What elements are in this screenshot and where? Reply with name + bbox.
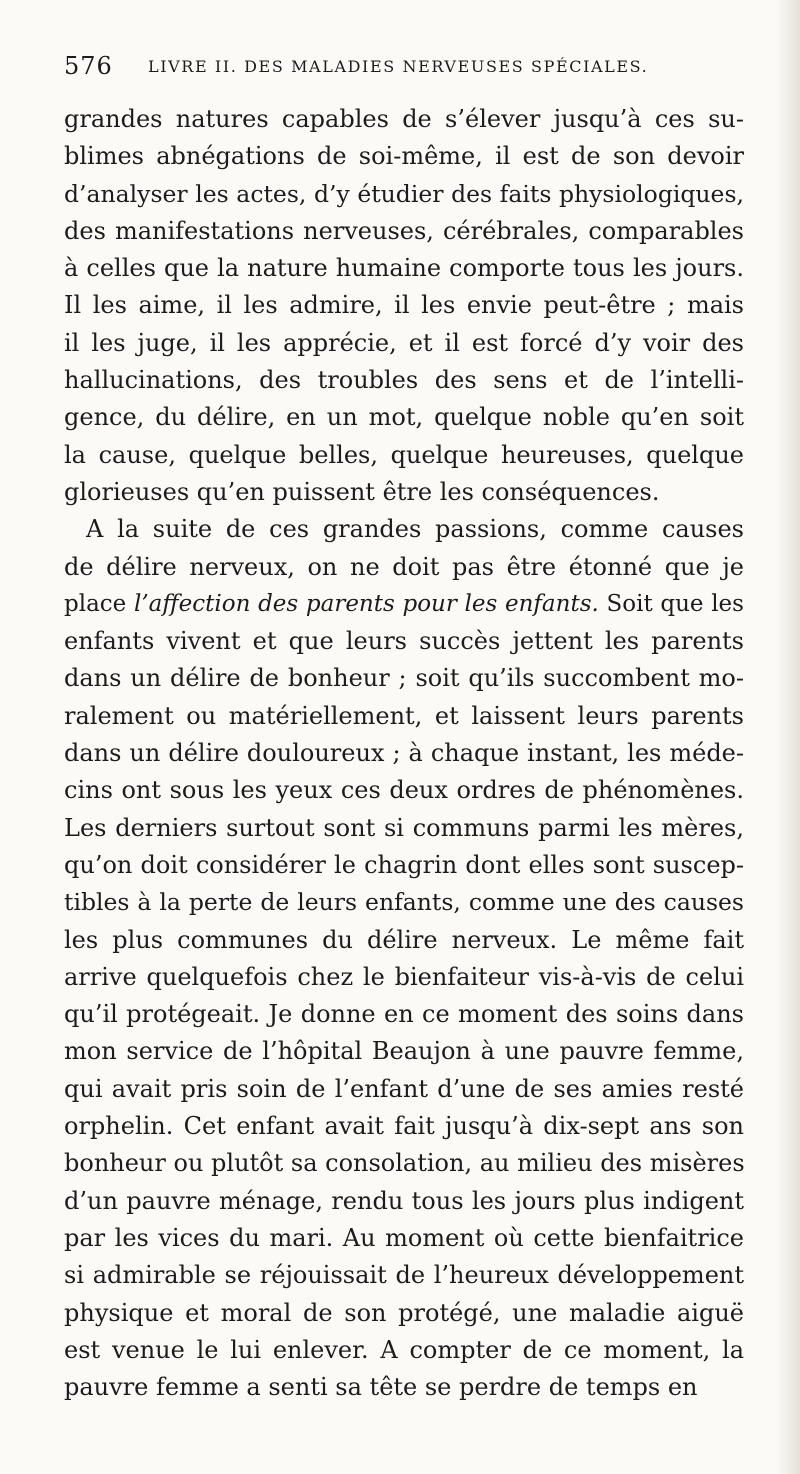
text-line: Les derniers surtout sont si communs parmi les mères, <box>64 813 744 842</box>
text-line: hallucinations, des troubles des sens et de l’intelli- <box>64 366 744 395</box>
text-line: pauvre femme a senti sa tête se perdre de temps en <box>64 1373 698 1402</box>
paragraph-1 <box>64 101 744 511</box>
page-number: 576 <box>64 52 113 80</box>
text-line: physique et moral de son protégé, une maladie aiguë <box>64 1298 744 1327</box>
text-line: est venue le lui enlever. A compter de ce moment, la <box>64 1335 744 1364</box>
text-line: arrive quelquefois chez le bienfaiteur vis-à-vis de celui <box>64 962 744 991</box>
text-line: ralement ou matériellement, et laissent leurs parents <box>64 701 744 730</box>
text-line: qui avait pris soin de l’enfant d’une de ses amies resté <box>64 1074 744 1103</box>
text-line: orphelin. Cet enfant avait fait jusqu’à dix-sept ans son <box>64 1112 744 1141</box>
text-line: cins ont sous les yeux ces deux ordres de phénomènes. <box>64 776 744 805</box>
text-line: qu’on doit considérer le chagrin dont elles sont suscep- <box>64 850 744 879</box>
page-edge-shadow <box>776 0 800 1474</box>
text-line: mon service de l’hôpital Beaujon à une pauvre femme, <box>64 1037 744 1066</box>
text-run: Soit que les <box>598 590 744 617</box>
text-line: si admirable se réjouissait de l’heureux développement <box>64 1261 744 1290</box>
page-header <box>64 52 744 92</box>
italic-phrase: l’affection des parents pour les enfants. <box>133 590 599 617</box>
text-line: glorieuses qu’en puissent être les conséquences. <box>64 477 660 506</box>
running-head: LIVRE II. DES MALADIES NERVEUSES SPÉCIALES. <box>148 57 649 76</box>
text-line: A la suite de ces grandes passions, comme causes <box>86 515 744 544</box>
text-line: la cause, quelque belles, quelque heureuses, quelque <box>64 440 744 469</box>
text-line: gence, du délire, en un mot, quelque noble qu’en soit <box>64 403 744 432</box>
text-line-with-italic <box>64 586 744 623</box>
text-line: tibles à la perte de leurs enfants, comme une des causes <box>64 888 744 917</box>
text-line: dans un délire douloureux ; à chaque instant, les méde- <box>64 739 744 768</box>
text-line: enfants vivent et que leurs succès jettent les parents <box>64 627 744 656</box>
text-line: des manifestations nerveuses, cérébrales, comparables <box>64 216 744 245</box>
text-run: place <box>64 590 134 617</box>
text-line: grandes natures capables de s’élever jusqu’à ces su- <box>64 105 744 133</box>
text-line: bonheur ou plutôt sa consolation, au milieu des misères <box>64 1149 745 1178</box>
text-line: d’analyser les actes, d’y étudier des faits physiologiques, <box>64 179 744 208</box>
body-text <box>64 101 744 1406</box>
text-line: les plus communes du délire nerveux. Le même fait <box>64 925 744 954</box>
text-line: Il les aime, il les admire, il les envie peut-être ; mais <box>64 291 744 320</box>
text-line: de délire nerveux, on ne doit pas être étonné que je <box>64 552 744 581</box>
text-line: qu’il protégeait. Je donne en ce moment des soins dans <box>64 1000 744 1029</box>
text-line: il les juge, il les apprécie, et il est forcé d’y voir des <box>64 328 744 357</box>
text-line: à celles que la nature humaine comporte tous les jours. <box>64 254 744 283</box>
text-line: dans un délire de bonheur ; soit qu’ils succombent mo- <box>64 664 744 693</box>
text-line: par les vices du mari. Au moment où cette bienfaitrice <box>64 1223 744 1252</box>
paragraph-2-lines <box>64 623 744 1406</box>
text-line: blimes abnégations de soi-même, il est de son devoir <box>64 142 744 171</box>
paragraph-2 <box>64 511 744 1406</box>
text-line: d’un pauvre ménage, rendu tous les jours plus indigent <box>64 1186 744 1215</box>
